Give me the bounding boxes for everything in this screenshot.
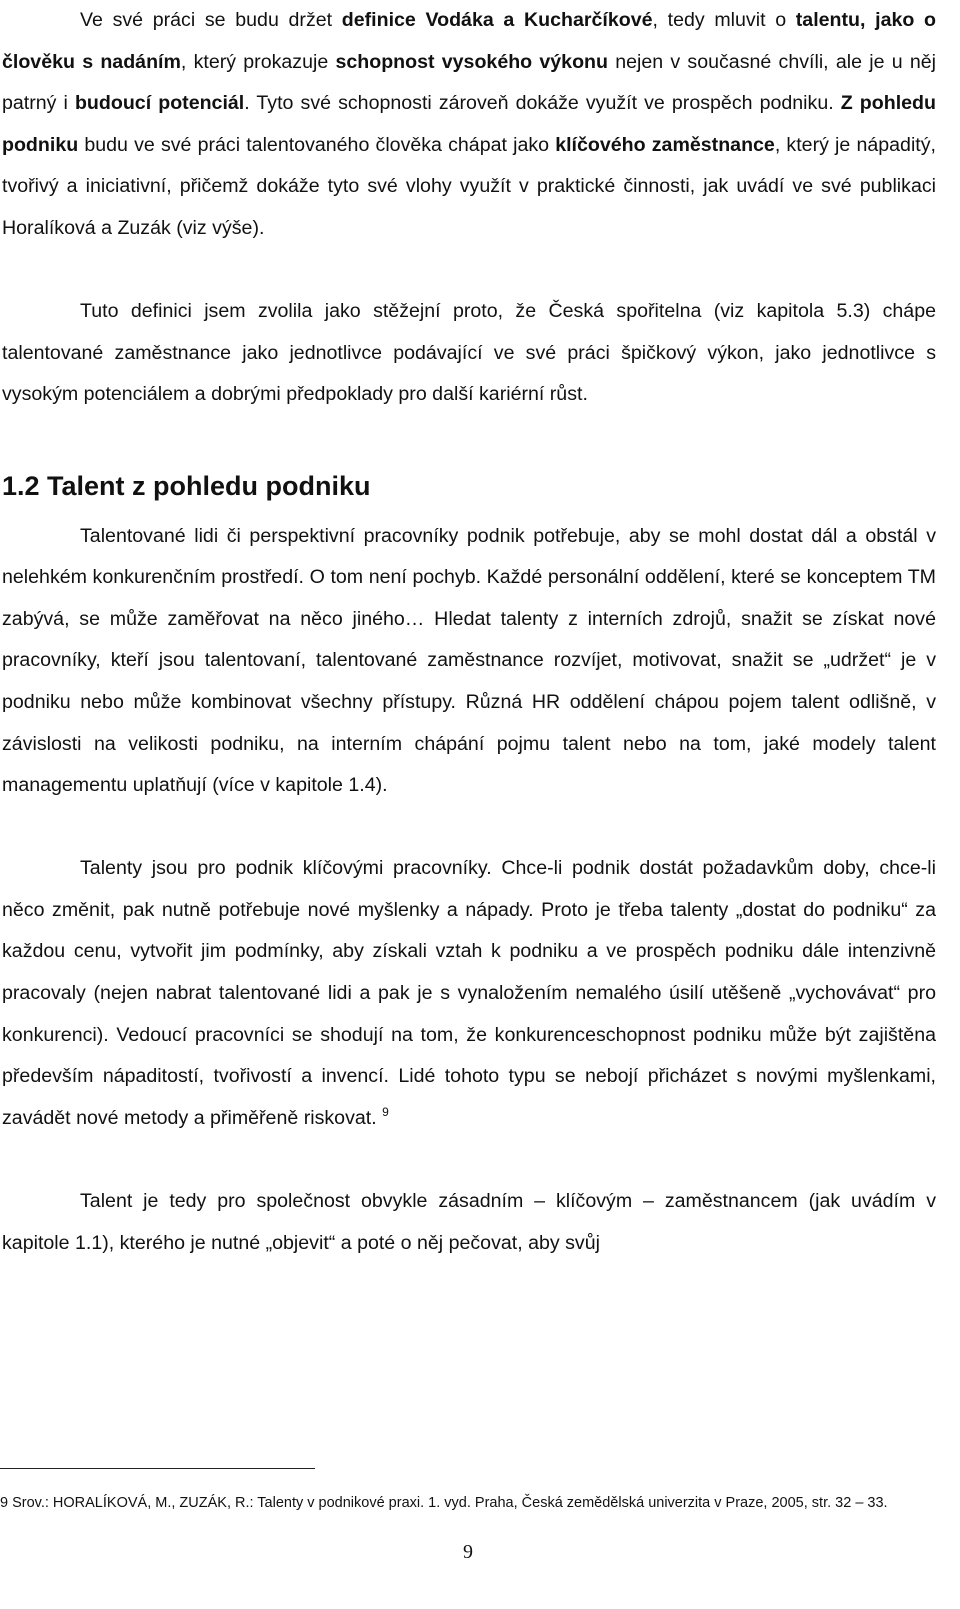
text-run: . Tyto své schopnosti zároveň dokáže využít ve prospěch podniku. xyxy=(244,92,841,115)
footnote: 9 Srov.: HORALÍKOVÁ, M., ZUZÁK, R.: Talenty v podnikové praxi. 1. vyd. Praha, Česká zemědělská univerzita v Praze, 2005, str. 32 – 33. xyxy=(0,1495,888,1511)
text-run: Ve své práci se budu držet xyxy=(80,9,342,31)
bold-run: schopnost vysokého výkonu xyxy=(335,50,608,73)
text-run: budu ve své práci talentovaného člověka chápat jako xyxy=(78,133,556,156)
paragraph-rationale: Tuto definici jsem zvolila jako stěžejní proto, že Česká spořitelna (viz kapitola 5.3) chápe talentované zaměstnance jako jednotlivce podávající ve své práci špičkový výkon, jako jednotlivce s vysokým potenciálem a dobrými předpoklady pro další kariérní růst. xyxy=(2,300,936,406)
bold-run: talentu, jako o člověku s nadáním xyxy=(2,9,936,73)
footnote-separator xyxy=(0,1468,315,1469)
paragraph-gap xyxy=(2,250,936,292)
paragraph-conclusion: Talent je tedy pro společnost obvykle zásadním – klíčovým – zaměstnancem (jak uvádím v kapitole 1.1), kterého je nutné „objevit“ a poté o něj pečovat, aby svůj xyxy=(2,1190,936,1254)
text-run: , tedy mluvit o xyxy=(652,9,796,31)
text-run: Talenty jsou pro podnik klíčovými pracovníky. Chce-li podnik dostát požadavkům doby, chce-li něco změnit, pak nutně potřebuje nové myšlenky a nápady. Proto je třeba talenty „dostat do podniku“ za každou cenu, vytvořit jim podmínky, aby získali vztah k podniku a ve prospěch podniku dále intenzivně pracovaly (nejen nabrat talentované lidi a pak je s vynaložením nemalého úsilí utěšeně „vychovávat“ pro konkurenci). Vedoucí pracovníci se shodují na tom, že konkurenceschopnost podniku může být zajištěna především nápaditostí, tvořivostí a invencí. Lidé tohoto typu se nebojí přicházet s novými myšlenkami, zavádět nové metody a přiměřeně riskovat. xyxy=(2,857,936,1129)
text-run: nejen v současné chvíli, ale je u něj patrný i xyxy=(2,50,936,115)
bold-run: budoucí potenciál xyxy=(74,92,245,115)
paragraph-hr-approaches: Talentované lidi či perspektivní pracovníky podnik potřebuje, aby se mohl dostat dál a obstál v nelehkém konkurenčním prostředí. O tom není pochyb. Každé personální oddělení, které se konceptem TM zabývá, se může zaměřovat na něco jiného… Hledat talenty z interních zdrojů, snažit se získat nové pracovníky, kteří jsou talentovaní, talentované zaměstnance rozvíjet, motivovat, snažit se „udržet“ je v podniku nebo může kombinovat všechny přístupy. Různá HR oddělení chápou pojem talent odlišně, v závislosti na velikosti podniku, na interním chápání pojmu talent nebo na tom, jaké modely talent managementu uplatňují (více v kapitole 1.4). xyxy=(2,524,936,797)
paragraph-gap xyxy=(2,1139,936,1181)
paragraph-gap xyxy=(2,416,936,458)
page-number: 9 xyxy=(463,1541,473,1563)
text-run: , který je nápaditý, tvořivý a iniciativní, přičemž dokáže tyto své vlohy využít v praktické činnosti, jak uvádí ve své publikaci Horalíková a Zuzák (viz výše). xyxy=(2,133,936,239)
footnote-reference: 9 xyxy=(382,1104,389,1119)
paragraph-definition xyxy=(2,0,936,250)
paragraph-gap xyxy=(2,807,936,849)
body-text xyxy=(2,0,936,1264)
section-heading: 1.2 Talent z pohledu podniku xyxy=(2,470,371,501)
paragraph-key-workers xyxy=(2,848,936,1139)
bold-run: klíčového zaměstnance xyxy=(555,133,775,156)
bold-run: definice Vodáka a Kucharčíkové xyxy=(341,9,653,31)
text-run: , který prokazuje xyxy=(180,50,336,73)
bold-run: Z pohledu podniku xyxy=(2,92,936,156)
